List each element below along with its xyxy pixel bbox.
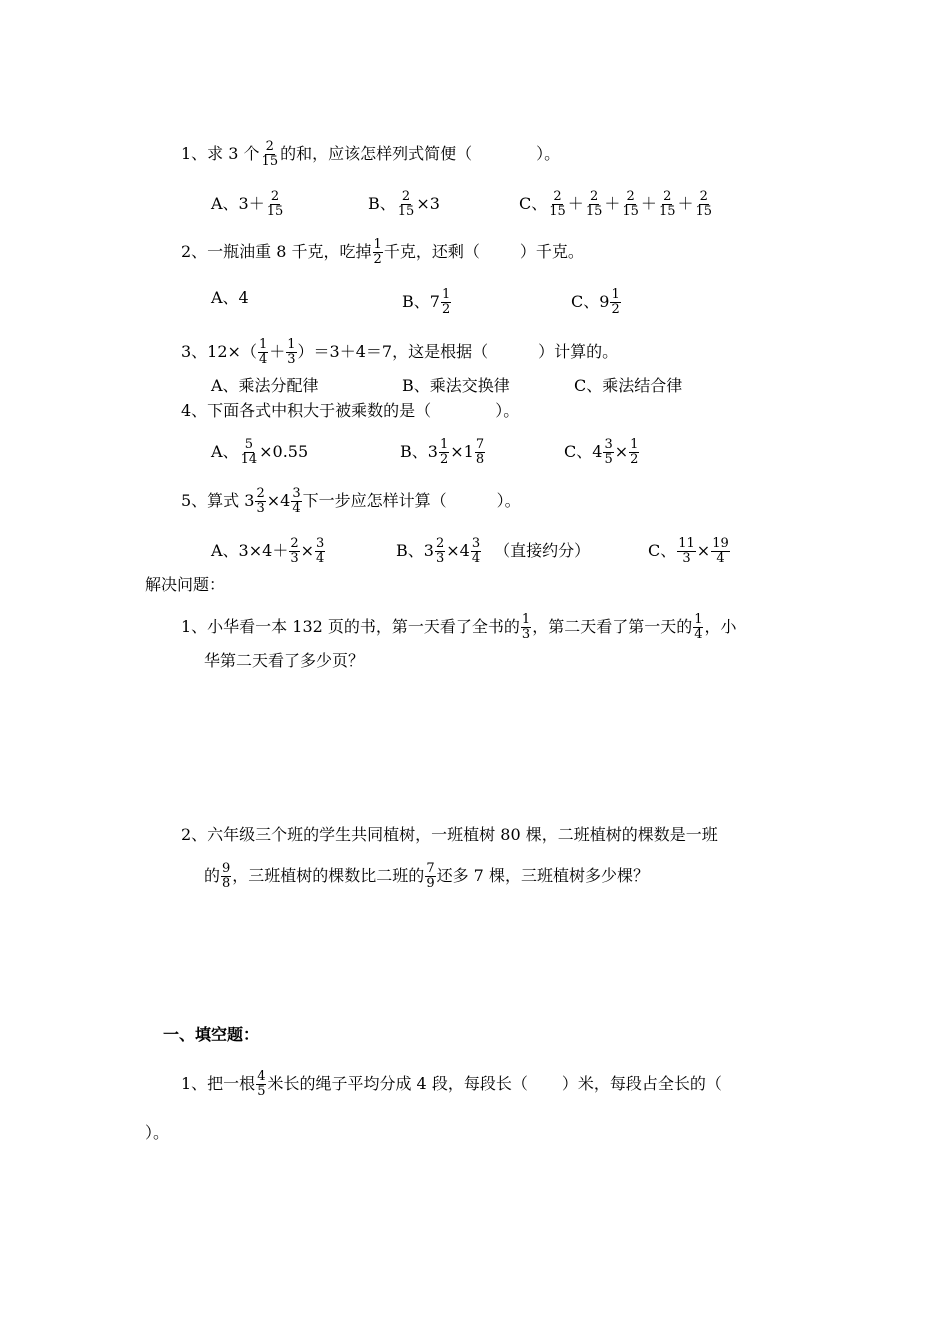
q4-stem: 4、下面各式中积大于被乘数的是（ ）。 bbox=[181, 401, 520, 420]
q1-option-b[interactable]: B、 $\frac{2}{15}$ ×3 bbox=[368, 189, 440, 219]
q5-option-a[interactable]: A、3×4＋ $\frac{2}{3}$ × $\frac{3}{4}$ bbox=[211, 536, 325, 566]
q3-option-c[interactable]: C、乘法结合律 bbox=[574, 376, 683, 395]
fill-q1-line-2: ）。 bbox=[145, 1123, 170, 1142]
q5-option-b[interactable]: B、3 $\frac{2}{3}$ ×4 $\frac{3}{4}$ （直接约分） bbox=[396, 536, 591, 566]
section-heading-fill: 一、填空题： bbox=[163, 1025, 260, 1044]
q2-stem: 2、一瓶油重 8 千克，吃掉 $\frac{1}{2}$ 千克，还剩（ ）千克。 bbox=[181, 237, 584, 267]
problem-2-line-2: 的 $\frac{9}{8}$ ，三班植树的棵数比二班的 $\frac{7}{9}$ 还多 7 棵，三班植树多少棵？ bbox=[204, 861, 649, 891]
q3-option-a[interactable]: A、乘法分配律 bbox=[211, 376, 319, 395]
q4-option-c[interactable]: C、4 $\frac{3}{5}$ × $\frac{1}{2}$ bbox=[564, 437, 639, 467]
section-heading-solve: 解决问题： bbox=[145, 575, 226, 594]
fraction: $\frac{2}{15}$ bbox=[261, 139, 279, 169]
q1-option-c[interactable]: C、 $\frac{2}{15}$ ＋ $\frac{2}{15}$ ＋ $\frac{2}{15}$ ＋ $\frac{2}{15}$ ＋ $\frac{2}{15}$ bbox=[519, 189, 713, 219]
q2-option-a[interactable]: A、4 bbox=[211, 288, 249, 307]
q2-option-b[interactable]: B、7 $\frac{1}{2}$ bbox=[402, 287, 451, 317]
problem-1-line-1: 1、小华看一本 132 页的书，第一天看了全书的 $\frac{1}{3}$ ，第二天看了第一天的 $\frac{1}{4}$ ，小 bbox=[181, 612, 737, 642]
q5-option-c[interactable]: C、 $\frac{11}{3}$ × $\frac{19}{4}$ bbox=[648, 536, 729, 566]
q3-stem: 3、12×（ $\frac{1}{4}$ ＋ $\frac{1}{3}$ ）＝3＋4＝7，这是根据（ ）计算的。 bbox=[181, 337, 619, 367]
q1-stem: 1、求 3 个 $\frac{2}{15}$ 的和，应该怎样列式简便（ ）。 bbox=[181, 139, 561, 169]
q2-option-c[interactable]: C、9 $\frac{1}{2}$ bbox=[571, 287, 620, 317]
fill-q1-line-1: 1、把一根 $\frac{4}{5}$ 米长的绳子平均分成 4 段，每段长（ ）米，每段占全长的（ bbox=[181, 1069, 722, 1099]
problem-1-line-2: 华第二天看了多少页？ bbox=[204, 651, 365, 670]
q3-option-b[interactable]: B、乘法交换律 bbox=[402, 376, 510, 395]
q1-option-a[interactable]: A、3＋ $\frac{2}{15}$ bbox=[211, 189, 284, 219]
problem-2-line-1: 2、六年级三个班的学生共同植树，一班植树 80 棵，二班植树的棵数是一班 bbox=[181, 825, 718, 844]
q5-stem: 5、算式 3 $\frac{2}{3}$ ×4 $\frac{3}{4}$ 下一步应怎样计算（ ）。 bbox=[181, 486, 521, 516]
q4-option-b[interactable]: B、3 $\frac{1}{2}$ ×1 $\frac{7}{8}$ bbox=[400, 437, 485, 467]
q4-option-a[interactable]: A、 $\frac{5}{14}$ ×0.55 bbox=[211, 437, 309, 467]
